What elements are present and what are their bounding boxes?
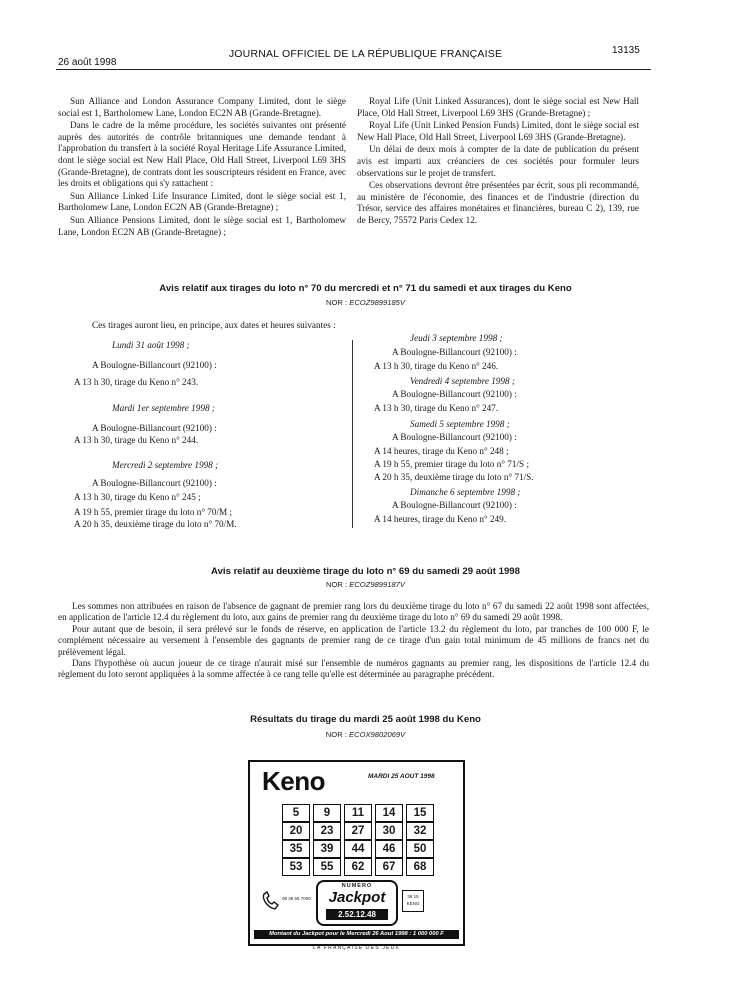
header-title: JOURNAL OFFICIEL DE LA RÉPUBLIQUE FRANÇAISE (228, 48, 503, 60)
keno-number: 46 (375, 840, 403, 858)
schedule-place: A Boulogne-Billancourt (92100) : (92, 478, 217, 488)
jackpot-label: NUMERO (341, 883, 373, 889)
keno-number: 55 (313, 858, 341, 876)
minitel-box: 36 15 KENO (402, 890, 424, 912)
schedule-date: Mercredi 2 septembre 1998 ; (112, 460, 219, 470)
column-divider (352, 340, 353, 528)
schedule-line: A 20 h 35, deuxième tirage du loto n° 70/M. (74, 519, 237, 529)
paragraph: Les sommes non attribuées en raison de l'absence de gagnant de premier rang lors du deuxième tirage du loto n° 67 du samedi 22 août 1998 sont affectées, en application de l'article 12.4 du règlement du loto, aux gains de premier rang du deuxième tirage du loto n° 69 du samedi 29 août 1998. (58, 601, 649, 623)
jackpot-box (316, 880, 398, 926)
phone-icon (260, 890, 282, 912)
loto69-avis-title: Avis relatif au deuxième tirage du loto n° 69 du samedi 29 août 1998 (211, 566, 520, 577)
keno-number: 14 (375, 804, 403, 822)
schedule-place: A Boulogne-Billancourt (92100) : (392, 500, 517, 510)
keno-number: 9 (313, 804, 341, 822)
keno-number: 11 (344, 804, 372, 822)
keno-number: 27 (344, 822, 372, 840)
keno-number: 50 (406, 840, 434, 858)
top-right-column (357, 96, 639, 228)
schedule-place: A Boulogne-Billancourt (92100) : (92, 360, 217, 370)
keno-number: 39 (313, 840, 341, 858)
keno-number: 30 (375, 822, 403, 840)
keno-number: 67 (375, 858, 403, 876)
schedule-line: A 20 h 35, deuxième tirage du loto n° 71/S. (374, 472, 534, 482)
keno-number: 68 (406, 858, 434, 876)
keno-number: 53 (282, 858, 310, 876)
results-nor (0, 730, 731, 739)
paragraph: Sun Alliance Pensions Limited, dont le siège social est 1, Bartholomew Lane, London EC2N AB (Grande-Bretagne) ; (58, 214, 346, 237)
header-rule (56, 69, 651, 70)
nor-code: ECOX9802069V (349, 730, 406, 739)
jackpot-banner: Montant du Jackpot pour le Mercredi 26 Aout 1998 : 1 000 000 F (254, 930, 459, 939)
ticket-footer: LA FRANÇAISE DES JEUX (313, 945, 400, 951)
nor-label: NOR : (325, 730, 347, 739)
keno-number: 5 (282, 804, 310, 822)
paragraph: Pour autant que de besoin, il sera prélevé sur le fonds de réserve, en application de l'article 13.2 du règlement du loto, par tranches de 100 000 F, le complément nécessaire au versement à l'ensemble des gagnants de premier rang de ce tirage d'un gain total minimum de 45 millions de francs net du prélèvement légal. (58, 623, 649, 657)
schedule-place: A Boulogne-Billancourt (92100) : (392, 347, 517, 357)
schedule-line: A 13 h 30, tirage du Keno n° 246. (374, 361, 499, 371)
top-left-column (58, 96, 346, 239)
results-title: Résultats du tirage du mardi 25 août 1998 du Keno (250, 714, 481, 725)
schedule-place: A Boulogne-Billancourt (92100) : (392, 389, 517, 399)
loto-avis-nor (0, 298, 731, 307)
schedule-date: Lundi 31 août 1998 ; (112, 340, 190, 350)
loto-avis-intro: Ces tirages auront lieu, en principe, aux dates et heures suivantes : (92, 320, 336, 330)
schedule-date: Dimanche 6 septembre 1998 ; (410, 487, 521, 497)
loto69-avis-body (58, 601, 649, 681)
paragraph: Ces observations devront être présentées par écrit, sous pli recommandé, au ministère de l'économie, des finances et de l'industrie (direction du Trésor, service des affaires monétaires et financières, bureau C 2), 139, rue de Bercy, 75572 Paris Cedex 12. (357, 180, 639, 225)
schedule-date: Vendredi 4 septembre 1998 ; (410, 376, 515, 386)
keno-number: 35 (282, 840, 310, 858)
schedule-date: Jeudi 3 septembre 1998 ; (410, 333, 503, 343)
schedule-line: A 14 heures, tirage du Keno n° 249. (374, 514, 507, 524)
paragraph: Sun Alliance and London Assurance Company Limited, dont le siège social est 1, Bartholomew Lane, London EC2N AB (Grande-Bretagne). (58, 96, 346, 118)
phone-number: 08 36 65 7000 (282, 896, 311, 901)
schedule-place: A Boulogne-Billancourt (92100) : (392, 432, 517, 442)
keno-number: 23 (313, 822, 341, 840)
paragraph: Dans le cadre de la même procédure, les sociétés suivantes ont présenté auprès des autorités de contrôle britanniques une demande tendant à l'approbation du transfert à la société Royal Heritage Life Assurance Limited, dont le siège social est New Hall Place, Old Hall Street, Liverpool L69 3HS (Grande-Bretagne), de contrats dont les souscripteurs résident en France, avec les droits et obligations qui s'y rattachent : (58, 120, 346, 189)
keno-number: 20 (282, 822, 310, 840)
nor-code: ECOZ9899185V (349, 298, 405, 307)
schedule-place: A Boulogne-Billancourt (92100) : (92, 423, 217, 433)
paragraph: Un délai de deux mois à compter de la date de publication du présent avis est imparti aux créanciers de ces sociétés pour formuler leurs observations sur le projet de transfert. (357, 144, 639, 178)
paragraph: Royal Life (Unit Linked Pension Funds) Limited, dont le siège social est New Hall Place, Old Hall Street, Liverpool L69 3HS (Grande-Bretagne). (357, 120, 639, 142)
jackpot-number: 2.52.12.48 (326, 909, 388, 920)
paragraph: Sun Alliance Linked Life Insurance Limited, dont le siège social est 1, Bartholomew Lane, London EC2N AB (Grande-Bretagne) ; (58, 190, 346, 213)
keno-ticket (248, 760, 465, 946)
keno-number: 32 (406, 822, 434, 840)
paragraph: Royal Life (Unit Linked Assurances), dont le siège social est New Hall Place, Old Hall Street, Liverpool L69 3HS (Grande-Bretagne) ; (357, 96, 639, 118)
schedule-line: A 14 heures, tirage du Keno n° 248 ; (374, 446, 509, 456)
nor-code: ECOZ9899187V (349, 580, 405, 589)
schedule-line: A 19 h 55, premier tirage du loto n° 71/S ; (374, 459, 529, 469)
header-date: 26 août 1998 (58, 57, 117, 68)
schedule-date: Samedi 5 septembre 1998 ; (410, 419, 510, 429)
schedule-date: Mardi 1er septembre 1998 ; (112, 403, 215, 413)
schedule-line: A 13 h 30, tirage du Keno n° 245 ; (74, 492, 201, 502)
page-number: 13135 (612, 45, 640, 56)
ticket-date: MARDI 25 AOUT 1998 (368, 773, 435, 780)
schedule-line: A 13 h 30, tirage du Keno n° 247. (374, 403, 499, 413)
schedule-line: A 13 h 30, tirage du Keno n° 244. (74, 435, 199, 445)
schedule-line: A 13 h 30, tirage du Keno n° 243. (74, 377, 199, 387)
keno-number: 62 (344, 858, 372, 876)
keno-number: 44 (344, 840, 372, 858)
keno-logo: Keno (262, 766, 325, 796)
loto69-avis-nor (0, 580, 731, 589)
loto-avis-title: Avis relatif aux tirages du loto n° 70 du mercredi et n° 71 du samedi et aux tirages du Keno (159, 283, 572, 294)
schedule-line: A 19 h 55, premier tirage du loto n° 70/M ; (74, 507, 233, 517)
paragraph: Dans l'hypothèse où aucun joueur de ce tirage n'aurait misé sur l'ensemble de numéros gagnants au premier rang, les dispositions de l'article 12.4 du règlement du loto seront appliquées à la somme affectée à ce rang telle qu'elle est déterminée au paragraphe précédent. (58, 658, 649, 680)
nor-label: NOR : (326, 580, 348, 589)
jackpot-word: Jackpot (328, 889, 386, 906)
keno-number: 15 (406, 804, 434, 822)
nor-label: NOR : (326, 298, 348, 307)
